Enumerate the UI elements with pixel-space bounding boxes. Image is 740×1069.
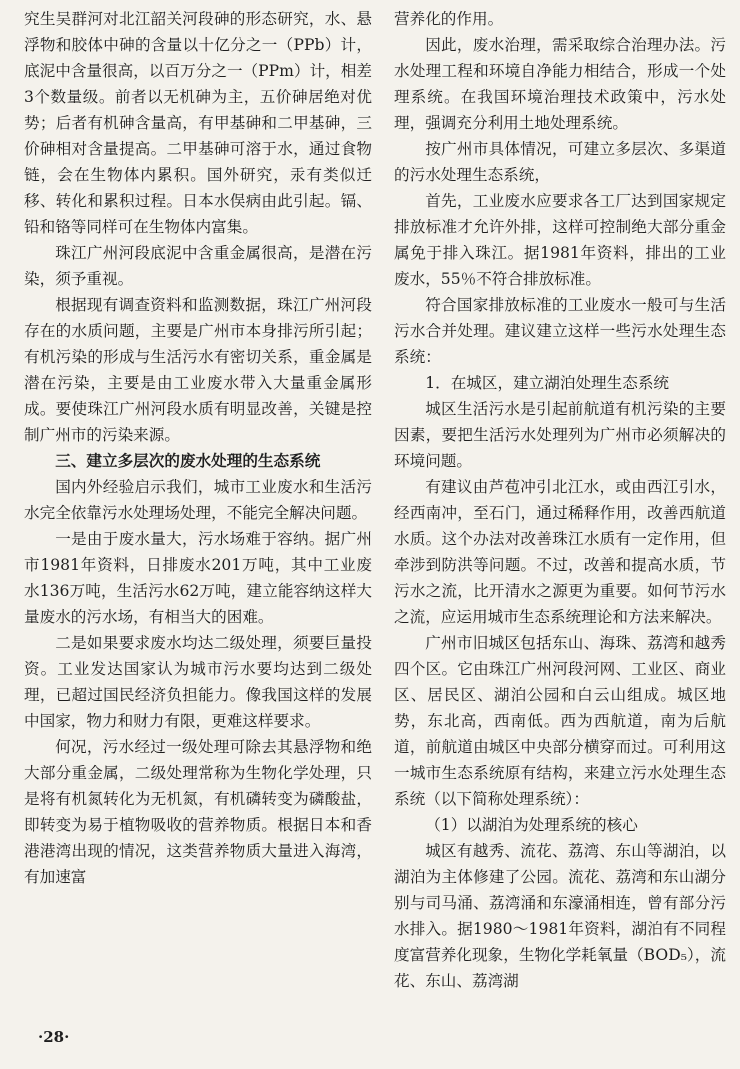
right-paragraph: 广州市旧城区包括东山、海珠、荔湾和越秀四个区。它由珠江广州河段河网、工业区、商业区、居民区、湖泊公园和白云山组成。城区地势，东北高，西南低。西为西航道，南为后航道，前航道由城区中央部分横穿而过。可利用这一城市生态系统原有结构，来建立污水处理生态系统（以下简称处理系统）： <box>394 634 726 808</box>
right-paragraph: 按广州市具体情况，可建立多层次、多渠道的污水处理生态系统， <box>394 140 726 184</box>
left-paragraph: 何况，污水经过一级处理可除去其悬浮物和绝大部分重金属，二级处理常称为生物化学处理，只是将有机氮转化为无机氮，有机磷转变为磷酸盐，即转变为易于植物吸收的营养物质。根据日本和香港港湾出现的情况，这类营养物质大量进入海湾，有加速富 <box>24 738 372 886</box>
left-paragraph: 根据现有调查资料和监测数据，珠江广州河段存在的水质问题，主要是广州市本身排污所引起；有机污染的形成与生活污水有密切关系，重金属是潜在污染，主要是由工业废水带入大量重金属形成。要使珠江广州河段水质有明显改善，关键是控制广州市的污染来源。 <box>24 296 372 444</box>
left-paragraph: 珠江广州河段底泥中含重金属很高，是潜在污染，须予重视。 <box>24 244 372 288</box>
left-paragraph: 究生吴群河对北江韶关河段砷的形态研究，水、悬浮物和胶体中砷的含量以十亿分之一（PPb）计，底泥中含量很高，以百万分之一（PPm）计，相差3个数量级。前者以无机砷为主，五价砷居绝对优势；后者有机砷含量高，有甲基砷和二甲基砷，三价砷相对含量提高。二甲基砷可溶于水，通过食物链，会在生物体内累积。国外研究，汞有类似迁移、转化和累积过程。日本水俣病由此引起。镉、铅和铬等同样可在生物体内富集。 <box>24 10 372 236</box>
right-paragraph: （1）以湖泊为处理系统的核心 <box>425 816 638 834</box>
right-paragraph: 符合国家排放标准的工业废水一般可与生活污水合并处理。建议建立这样一些污水处理生态系统： <box>394 296 726 366</box>
right-column <box>394 6 726 994</box>
right-paragraph: 1．在城区，建立湖泊处理生态系统 <box>425 374 670 392</box>
left-paragraph: 一是由于废水量大，污水场难于容纳。据广州市1981年资料，日排废水201万吨，其中工业废水136万吨，生活污水62万吨，建立能容纳这样大量废水的污水场，有相当大的困难。 <box>24 530 372 626</box>
right-paragraph: 城区生活污水是引起前航道有机污染的主要因素，要把生活污水处理列为广州市必须解决的环境问题。 <box>394 400 726 470</box>
left-paragraph: 二是如果要求废水均达二级处理，须要巨量投资。工业发达国家认为城市污水要均达到二级处理，已超过国民经济负担能力。像我国这样的发展中国家，物力和财力有限，更难这样要求。 <box>24 634 372 730</box>
right-paragraph: 有建议由芦苞冲引北江水，或由西江引水，经西南冲，至石门，通过稀释作用，改善西航道水质。这个办法对改善珠江水质有一定作用，但牵涉到防洪等问题。不过，改善和提高水质，节污水之流，比开清水之源更为重要。如何节污水之流，应运用城市生态系统理论和方法来解决。 <box>394 478 726 626</box>
page-number: ·28· <box>38 1028 70 1046</box>
left-column <box>24 6 372 890</box>
right-paragraph: 城区有越秀、流花、荔湾、东山等湖泊，以湖泊为主体修建了公园。流花、荔湾和东山湖分别与司马涌、荔湾涌和东濠涌相连，曾有部分污水排入。据1980～1981年资料，湖泊有不同程度富营养化现象，生物化学耗氧量（BOD₅），流花、东山、荔湾湖 <box>394 842 726 990</box>
right-paragraph: 因此，废水治理，需采取综合治理办法。污水处理工程和环境自净能力相结合，形成一个处理系统。在我国环境治理技术政策中，污水处理，强调充分利用土地处理系统。 <box>394 36 726 132</box>
right-paragraph: 营养化的作用。 <box>394 10 504 28</box>
left-paragraph: 国内外经验启示我们，城市工业废水和生活污水完全依靠污水处理场处理，不能完全解决问题。 <box>24 478 372 522</box>
right-paragraph: 首先，工业废水应要求各工厂达到国家规定排放标准才允许外排，这样可控制绝大部分重金属免于排入珠江。据1981年资料，排出的工业废水，55％不符合排放标准。 <box>394 192 726 288</box>
section-heading: 三、建立多层次的废水处理的生态系统 <box>55 451 321 470</box>
